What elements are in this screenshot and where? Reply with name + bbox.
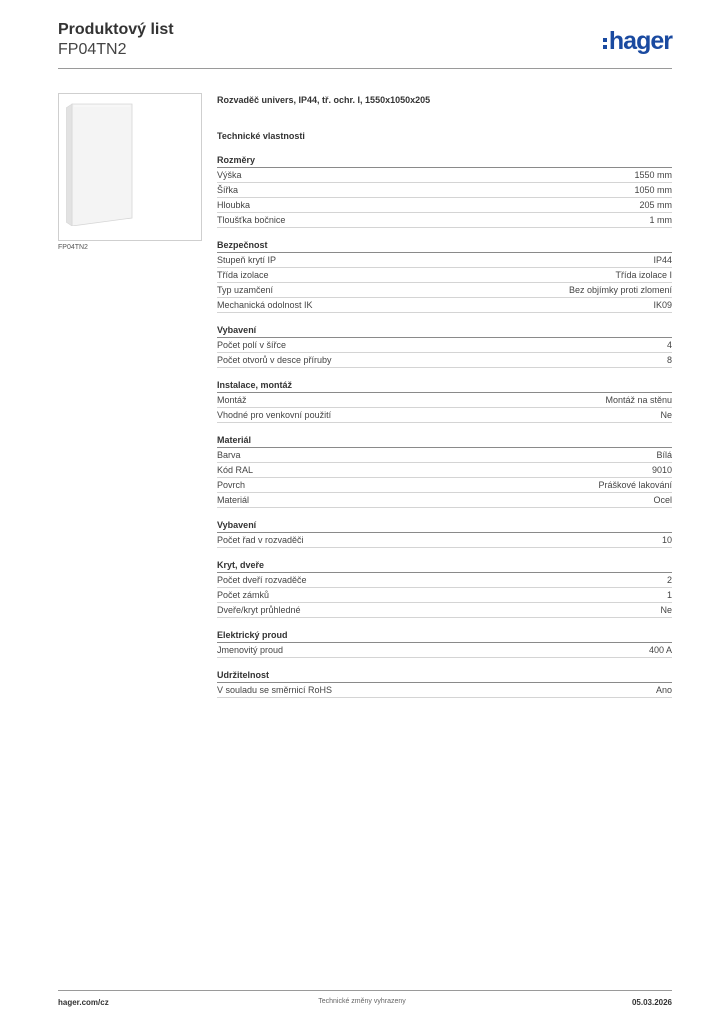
- spec-value: 1 mm: [649, 215, 672, 225]
- spec-value: 9010: [651, 465, 672, 475]
- spec-label: Jmenovitý proud: [217, 645, 284, 655]
- spec-row: [217, 268, 672, 283]
- section-title: Udržitelnost: [217, 669, 672, 683]
- spec-row: [217, 408, 672, 423]
- footer-divider: [58, 990, 672, 991]
- spec-label: Materiál: [217, 495, 250, 505]
- spec-label: Typ uzamčení: [217, 285, 274, 295]
- spec-label: Kód RAL: [217, 465, 254, 475]
- section-title: Kryt, dveře: [217, 559, 672, 573]
- spec-sections: [217, 154, 672, 698]
- photo-caption: FP04TN2: [58, 244, 88, 251]
- spec-value: 400 A: [648, 645, 672, 655]
- cabinet-image: [66, 102, 134, 226]
- spec-label: Šířka: [217, 185, 239, 195]
- spec-section: [217, 434, 672, 508]
- section-title: Materiál: [217, 434, 672, 448]
- product-description: Rozvaděč univers, IP44, tř. ochr. I, 1550x1050x205: [217, 95, 431, 105]
- product-code: FP04TN2: [58, 41, 127, 58]
- section-title: Bezpečnost: [217, 239, 672, 253]
- spec-row: [217, 533, 672, 548]
- spec-value: 1550 mm: [634, 170, 672, 180]
- spec-value: Montáž na stěnu: [605, 395, 672, 405]
- spec-row: [217, 683, 672, 698]
- spec-value: 2: [666, 575, 672, 585]
- logo-text: hager: [608, 27, 672, 55]
- spec-label: Tloušťka bočnice: [217, 215, 286, 225]
- spec-row: [217, 588, 672, 603]
- spec-label: Vhodné pro venkovní použití: [217, 410, 332, 420]
- spec-section: [217, 379, 672, 423]
- spec-value: 1050 mm: [634, 185, 672, 195]
- document-header: [58, 20, 174, 60]
- spec-label: V souladu se směrnicí RoHS: [217, 685, 333, 695]
- spec-row: [217, 643, 672, 658]
- spec-row: [217, 338, 672, 353]
- section-title: Elektrický proud: [217, 629, 672, 643]
- spec-section: [217, 519, 672, 548]
- spec-label: Stupeň krytí IP: [217, 255, 277, 265]
- spec-value: IK09: [653, 300, 672, 310]
- spec-value: 205 mm: [639, 200, 672, 210]
- spec-row: [217, 168, 672, 183]
- spec-label: Povrch: [217, 480, 246, 490]
- spec-value: 1: [666, 590, 672, 600]
- spec-row: [217, 353, 672, 368]
- spec-row: [217, 253, 672, 268]
- spec-value: 10: [661, 535, 672, 545]
- spec-label: Počet otvorů v desce příruby: [217, 355, 332, 365]
- spec-value: Práškové lakování: [598, 480, 672, 490]
- footer-notice: Technické změny vyhrazeny: [318, 998, 406, 1005]
- spec-label: Dveře/kryt průhledné: [217, 605, 301, 615]
- spec-row: [217, 603, 672, 618]
- section-title: Instalace, montáž: [217, 379, 672, 393]
- spec-row: [217, 283, 672, 298]
- spec-label: Barva: [217, 450, 241, 460]
- spec-value: 8: [666, 355, 672, 365]
- spec-value: Ne: [660, 410, 672, 420]
- header-divider: [58, 68, 672, 69]
- spec-label: Výška: [217, 170, 242, 180]
- spec-section: [217, 324, 672, 368]
- spec-row: [217, 213, 672, 228]
- spec-row: [217, 183, 672, 198]
- spec-value: Ano: [655, 685, 672, 695]
- spec-label: Mechanická odolnost IK: [217, 300, 313, 310]
- spec-label: Počet řad v rozvaděči: [217, 535, 304, 545]
- spec-value: Bez objímky proti zlomení: [568, 285, 672, 295]
- section-title: Vybavení: [217, 519, 672, 533]
- spec-section: [217, 239, 672, 313]
- spec-row: [217, 478, 672, 493]
- spec-value: IP44: [653, 255, 672, 265]
- spec-row: [217, 393, 672, 408]
- footer-date: 05.03.2026: [631, 998, 672, 1007]
- spec-label: Počet zámků: [217, 590, 270, 600]
- spec-label: Třída izolace: [217, 270, 269, 280]
- spec-label: Počet dveří rozvaděče: [217, 575, 307, 585]
- spec-value: Ocel: [653, 495, 672, 505]
- section-title: Rozměry: [217, 154, 672, 168]
- spec-section: [217, 629, 672, 658]
- spec-value: Třída izolace I: [615, 270, 672, 280]
- technical-properties-heading: Technické vlastnosti: [217, 131, 305, 141]
- logo-dots-icon: [603, 38, 607, 49]
- document-title: Produktový list: [58, 21, 174, 38]
- spec-row: [217, 573, 672, 588]
- footer-website: hager.com/cz: [58, 998, 109, 1007]
- spec-row: [217, 463, 672, 478]
- spec-section: [217, 669, 672, 698]
- spec-section: [217, 154, 672, 228]
- spec-row: [217, 298, 672, 313]
- spec-value: Bílá: [656, 450, 672, 460]
- spec-section: [217, 559, 672, 618]
- section-title: Vybavení: [217, 324, 672, 338]
- spec-value: 4: [666, 340, 672, 350]
- spec-value: Ne: [660, 605, 672, 615]
- spec-row: [217, 198, 672, 213]
- specifications: [217, 94, 672, 709]
- hager-logo: [603, 28, 672, 54]
- spec-row: [217, 493, 672, 508]
- spec-label: Počet polí v šířce: [217, 340, 287, 350]
- spec-label: Montáž: [217, 395, 247, 405]
- spec-label: Hloubka: [217, 200, 251, 210]
- spec-row: [217, 448, 672, 463]
